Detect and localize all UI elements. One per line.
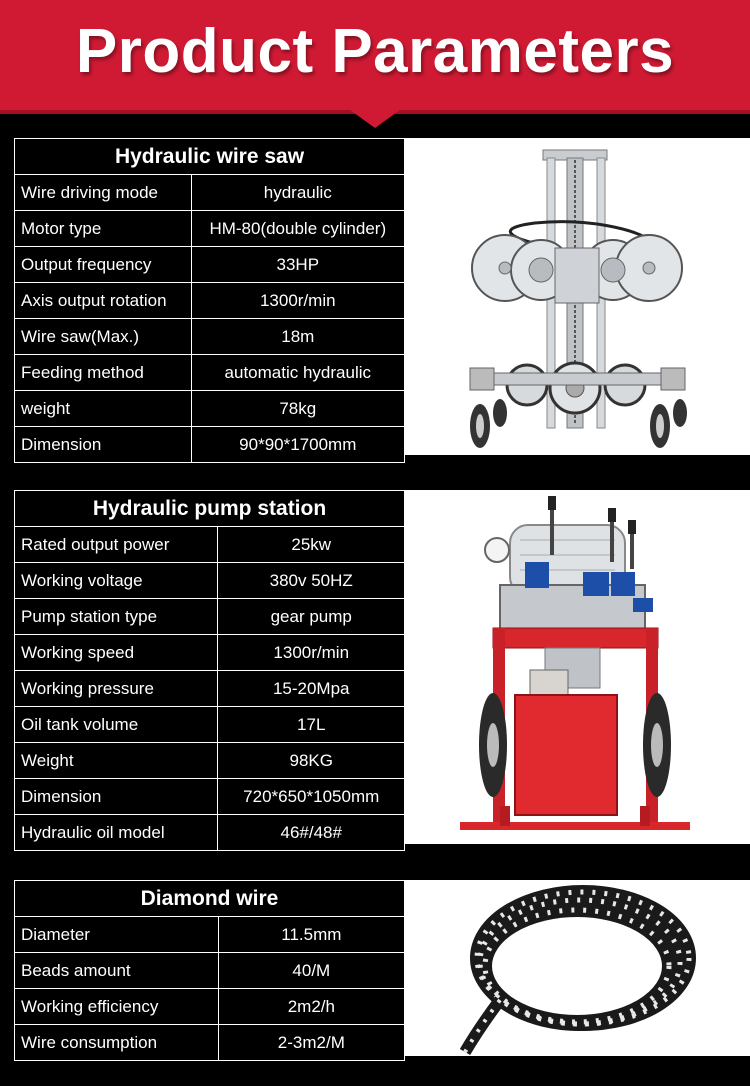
pump-station-title: Hydraulic pump station xyxy=(15,491,405,527)
table-row xyxy=(15,599,405,635)
spec-value: HM-80(double cylinder) xyxy=(191,211,404,247)
spec-label: Rated output power xyxy=(15,527,218,563)
spec-label: Weight xyxy=(15,743,218,779)
table-row xyxy=(15,319,405,355)
spec-value: 40/M xyxy=(218,953,404,989)
table-row xyxy=(15,283,405,319)
wire-saw-image xyxy=(405,138,750,455)
spec-value: 2-3m2/M xyxy=(218,1025,404,1061)
table-row xyxy=(15,427,405,463)
diamond-wire-title: Diamond wire xyxy=(15,881,405,917)
spec-value: gear pump xyxy=(218,599,405,635)
table-row xyxy=(15,211,405,247)
diamond-wire-spec-table xyxy=(14,880,405,1061)
spec-value: 25kw xyxy=(218,527,405,563)
spec-value: 1300r/min xyxy=(191,283,404,319)
table-row xyxy=(15,779,405,815)
spec-label: Wire driving mode xyxy=(15,175,192,211)
diamond-wire-image xyxy=(405,880,750,1056)
spec-label: Hydraulic oil model xyxy=(15,815,218,851)
spec-label: Wire consumption xyxy=(15,1025,219,1061)
spec-label: Axis output rotation xyxy=(15,283,192,319)
wire-saw-spec-table xyxy=(14,138,405,463)
spec-value: 1300r/min xyxy=(218,635,405,671)
spec-value: 720*650*1050mm xyxy=(218,779,405,815)
table-row xyxy=(15,671,405,707)
table-row xyxy=(15,1025,405,1061)
spec-label: Working efficiency xyxy=(15,989,219,1025)
spec-value: 2m2/h xyxy=(218,989,404,1025)
spec-label: weight xyxy=(15,391,192,427)
pump-station-spec-table xyxy=(14,490,405,851)
spec-label: Working pressure xyxy=(15,671,218,707)
spec-value: 33HP xyxy=(191,247,404,283)
table-row xyxy=(15,989,405,1025)
table-row xyxy=(15,391,405,427)
table-row xyxy=(15,527,405,563)
spec-label: Diameter xyxy=(15,917,219,953)
spec-value: 78kg xyxy=(191,391,404,427)
spec-value: 98KG xyxy=(218,743,405,779)
table-row xyxy=(15,355,405,391)
spec-label: Motor type xyxy=(15,211,192,247)
spec-value: 90*90*1700mm xyxy=(191,427,404,463)
page-title: Product Parameters xyxy=(75,17,675,86)
table-row xyxy=(15,815,405,851)
pump-station-image xyxy=(405,490,750,844)
spec-label: Pump station type xyxy=(15,599,218,635)
table-row xyxy=(15,563,405,599)
table-row xyxy=(15,707,405,743)
table-row xyxy=(15,635,405,671)
spec-label: Feeding method xyxy=(15,355,192,391)
spec-value: automatic hydraulic xyxy=(191,355,404,391)
wire-saw-title: Hydraulic wire saw xyxy=(15,139,405,175)
spec-value: 15-20Mpa xyxy=(218,671,405,707)
spec-value: 380v 50HZ xyxy=(218,563,405,599)
spec-value: 11.5mm xyxy=(218,917,404,953)
spec-label: Oil tank volume xyxy=(15,707,218,743)
spec-label: Working speed xyxy=(15,635,218,671)
spec-label: Output frequency xyxy=(15,247,192,283)
table-row xyxy=(15,743,405,779)
table-row xyxy=(15,953,405,989)
spec-value: 17L xyxy=(218,707,405,743)
spec-label: Wire saw(Max.) xyxy=(15,319,192,355)
header-banner xyxy=(0,0,750,114)
spec-value: 18m xyxy=(191,319,404,355)
table-row xyxy=(15,917,405,953)
spec-value: 46#/48# xyxy=(218,815,405,851)
spec-value: hydraulic xyxy=(191,175,404,211)
spec-label: Working voltage xyxy=(15,563,218,599)
spec-label: Dimension xyxy=(15,779,218,815)
banner-notch xyxy=(350,110,400,128)
table-row xyxy=(15,175,405,211)
spec-label: Beads amount xyxy=(15,953,219,989)
table-row xyxy=(15,247,405,283)
spec-label: Dimension xyxy=(15,427,192,463)
